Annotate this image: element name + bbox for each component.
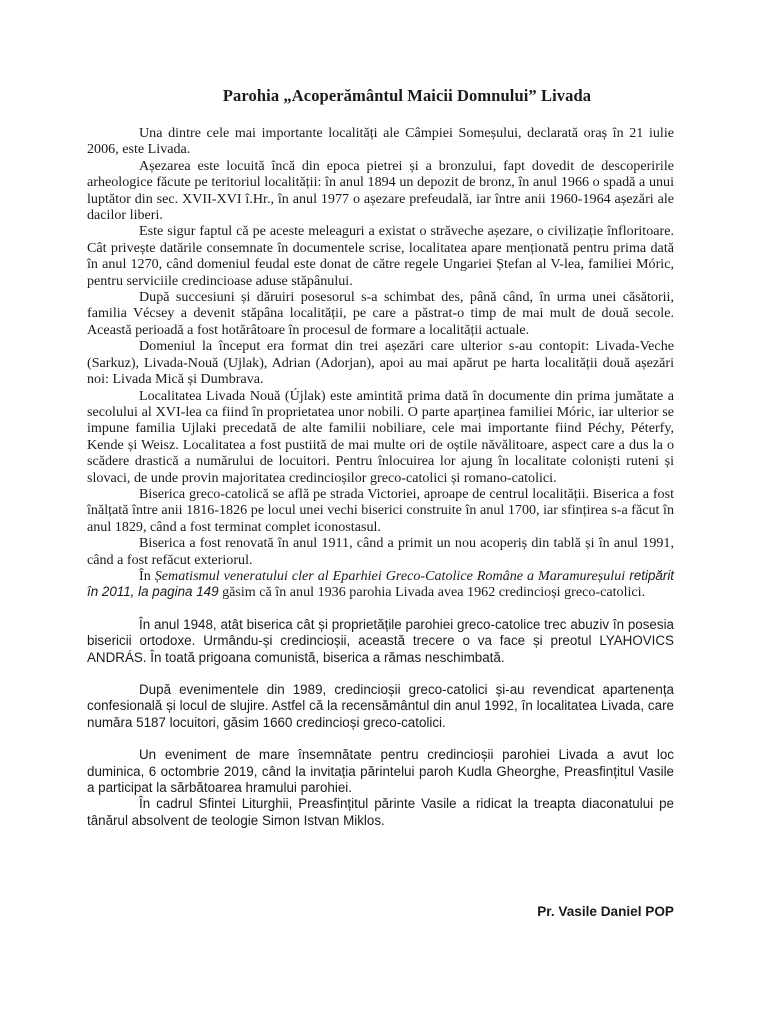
source-reference-italic: retipărit în 2011, la pagina 149 bbox=[87, 567, 675, 600]
paragraph-13: În cadrul Sfintei Liturghii, Preasfințitul părinte Vasile a ridicat la treapta diaconatului pe tânărul absolvent de teologie Simon Istvan Miklos. bbox=[87, 796, 674, 828]
paragraph-12: Un eveniment de mare însemnătate pentru credincioșii parohiei Livada a avut loc duminica, 6 octombrie 2019, când la invitația părintelui paroh Kudla Gheorghe, Preasfințitul Vasile a participat la sărbătoarea hramului parohiei. bbox=[87, 747, 674, 796]
author-signature: Pr. Vasile Daniel POP bbox=[537, 904, 674, 919]
source-title-italic: Șematismul veneratului cler al Eparhiei Greco-Catolice Române a Maramureșului bbox=[154, 567, 626, 584]
paragraph-5: Domeniul la început era format din trei așezări care ulterior s-au contopit: Livada-Veche (Sarkuz), Livada-Nouă (Ujlak), Adrian (Adorjan), apoi au mai apărut pe harta localității două așezări noi: Livada Mică și Dumbrava. bbox=[87, 338, 674, 388]
paragraph-1: Una dintre cele mai importante localități ale Câmpiei Someșului, declarată oraș în 21 iulie 2006, este Livada. bbox=[87, 125, 674, 158]
paragraph-10: În anul 1948, atât biserica cât și proprietățile parohiei greco-catolice trec abuziv în posesia bisericii ortodoxe. Urmându-și credincioșii, această trecere o va face și preotul LYAHOVICS ANDRÁS. În toată prigoana comunistă, biserica a rămas neschimbată. bbox=[87, 616, 674, 665]
paragraph-7: Biserica greco-catolică se află pe strada Victoriei, aproape de centrul localității. Biserica a fost înălțată între anii 1816-1826 pe locul unei vechi biserici construite în anul 1700, iar sfințirea s-a făcut în anul 1829, când a fost terminat complet iconostasul. bbox=[87, 485, 674, 535]
paragraph-9-end: găsim că în anul 1936 parohia Livada avea 1962 credincioși greco-catolici. bbox=[218, 584, 646, 601]
paragraph-3: Este sigur faptul că pe aceste meleaguri a existat o străveche așezare, o civilizație înfloritoare. Cât privește datările consemnate în documentele scrise, localitatea apare menționată pentru prima dată în anul 1270, când domeniul feudal este donat de către regele Ungariei Ștefan al V-lea, familiei Móric, pentru serviciile credincioase aduse stăpânului. bbox=[87, 223, 674, 289]
paragraph-4: După succesiuni și dăruiri posesorul s-a schimbat des, până când, în urma unei căsătorii, familia Vécsey a devenit stăpâna localității, pe care a păstrat-o timp de mai mult de două secole. Această perioadă a fost hotărâtoare în procesul de formare a localității actuale. bbox=[87, 289, 674, 338]
paragraph-6: Localitatea Livada Nouă (Újlak) este amintită prima dată în documente din prima jumătate a secolului al XVI-lea ca fiind în proprietatea unor nobili. O parte aparținea familiei Móric, iar ulterior se impune familia Ujlaki precedată de alte familii nobiliare, cele mai importante fiind Péchy, Péterfy, Kende și Weisz. Localitatea a fost pustiită de mai multe ori de oștile năvălitoare, aspect care a dus la o scădere drastică a numărului de locuitori. Pentru înlocuirea lor ajung în localitate coloniști ruteni și slovaci, de unde provin majoritatea credincioșilor greco-catolici și romano-catolici. bbox=[87, 387, 674, 486]
paragraph-9 bbox=[87, 568, 674, 601]
article-body bbox=[87, 125, 674, 829]
page-title: Parohia „Acoperământul Maicii Domnului” Livada bbox=[222, 86, 592, 105]
paragraph-2: Așezarea este locuită încă din epoca pietrei și a bronzului, fapt dovedit de descoperirile arheologice făcute pe teritoriul localității: în anul 1894 un depozit de bronz, în anul 1966 o spadă a unui luptător din sec. XVII-XVI î.Hr., în anul 1977 o așezare prefeudală, iar între anii 1960-1964 așezări ale dacilor liberi. bbox=[87, 157, 674, 224]
paragraph-8: Biserica a fost renovată în anul 1911, când a primit un nou acoperiș din tablă și în anul 1991, când a fost refăcut exteriorul. bbox=[87, 535, 674, 568]
paragraph-11: După evenimentele din 1989, credincioșii greco-catolici și-au revendicat apartenența confesională și locul de slujire. Astfel că la recensământul din anul 1992, în localitatea Livada, care număra 5187 locuitori, găsim 1660 credincioși greco-catolici. bbox=[87, 682, 674, 730]
paragraph-9-start: În bbox=[139, 567, 155, 584]
